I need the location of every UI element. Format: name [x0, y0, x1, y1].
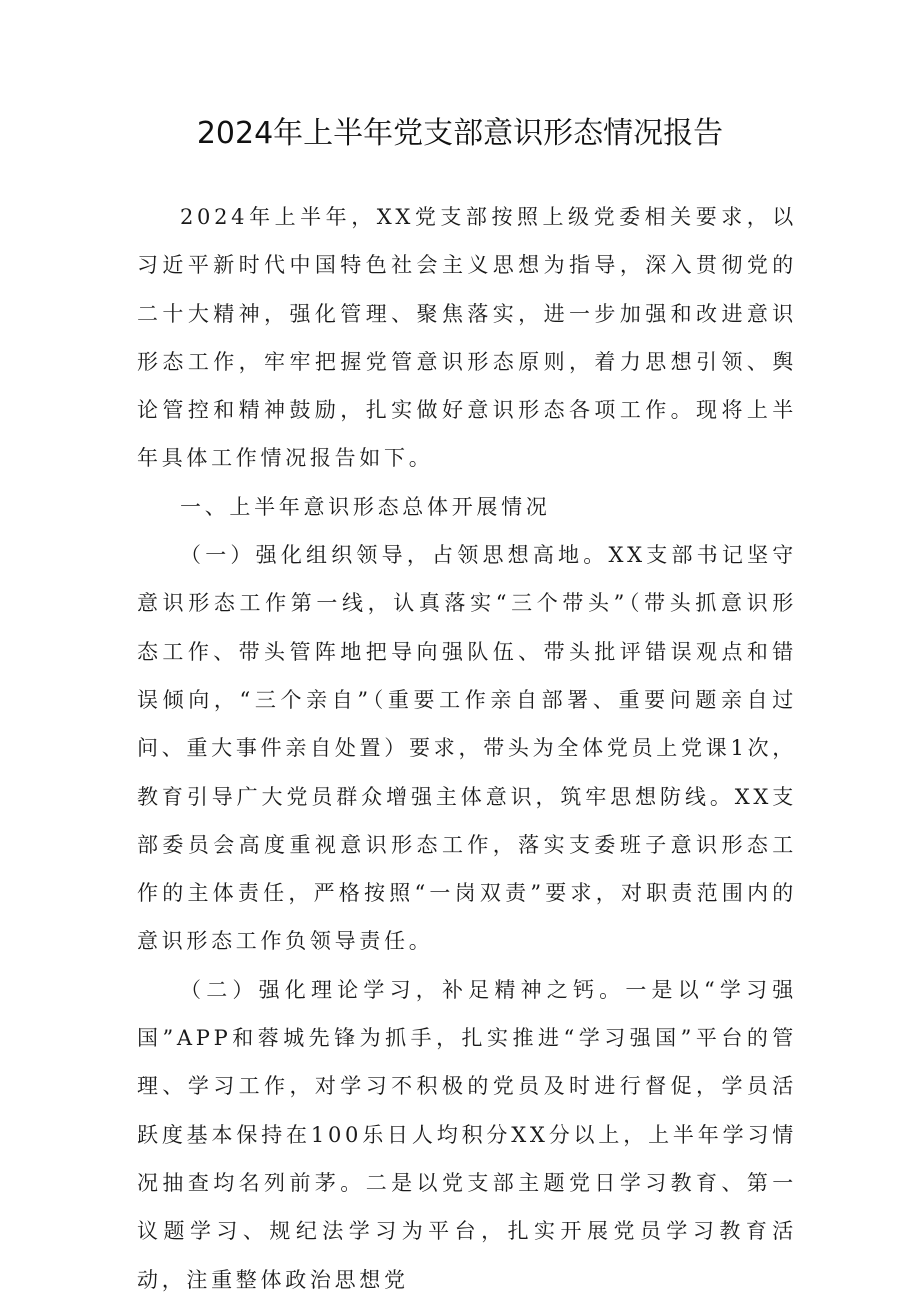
subsection-paragraph-2: （二）强化理论学习，补足精神之钙。一是以“学习强国”APP和蓉城先锋为抓手，扎实推进“学习强国”平台的管理、学习工作，对学习不积极的党员及时进行督促，学员活跃度基本保持在100乐日人均积分XX分以上，上半年学习情况抽查均名列前茅。二是以党支部主题党日学习教育、第一议题学习、规纪法学习为平台，扎实开展党员学习教育活动，注重整体政治思想党 [137, 977, 797, 1292]
section-heading-1: 一、上半年意识形态总体开展情况 [180, 494, 551, 519]
document-body [137, 156, 797, 1304]
subsection-paragraph-1: （一）强化组织领导，占领思想高地。XX支部书记坚守意识形态工作第一线，认真落实“三个带头”（带头抓意识形态工作、带头管阵地把导向强队伍、带头批评错误观点和错误倾向，“三个亲自”（重要工作亲自部署、重要问题亲自过问、重大事件亲自处置）要求，带头为全体党员上党课1次，教育引导广大党员群众增强主体意识，筑牢思想防线。XX支部委员会高度重视意识形态工作，落实支委班子意识形态工作的主体责任，严格按照“一岗双责”要求，对职责范围内的意识形态工作负领导责任。 [137, 543, 797, 954]
document-title: 2024年上半年党支部意识形态情况报告 [196, 116, 724, 151]
intro-paragraph: 2024年上半年，XX党支部按照上级党委相关要求，以习近平新时代中国特色社会主义思想为指导，深入贯彻党的二十大精神，强化管理、聚焦落实，进一步加强和改进意识形态工作，牢牢把握党管意识形态原则，着力思想引领、舆论管控和精神鼓励，扎实做好意识形态各项工作。现将上半年具体工作情况报告如下。 [137, 205, 797, 471]
